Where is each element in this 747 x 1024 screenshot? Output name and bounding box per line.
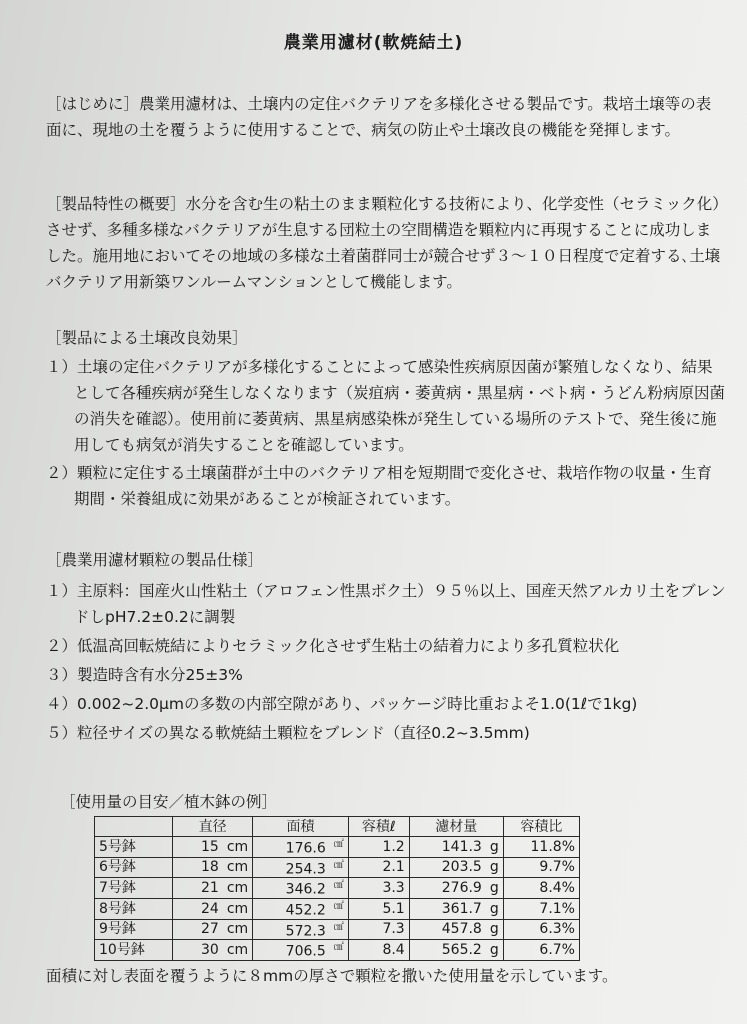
pot-size: 6号鉢 [99,859,136,876]
ratio-value: 6.7% [539,942,575,959]
soil-effect-list [46,354,726,512]
diameter-value: 24 [200,900,219,917]
characteristics-paragraph: ［製品特性の概要］水分を含む生の粘土のまま顆粒化する技術により、化学変性（セラミック化）させず、多種多様なバクテリアが生息する団粒土の空間構造を顆粒内に再現することに成功しました。施用地においてその地域の多様な土着菌群同士が競合せず３～１０日程度で定着する､土壌バクテリア用新築ワンルームマンションとして機能します。 [46,195,721,291]
table-row [95,898,580,919]
pot-size: 9号鉢 [99,921,136,938]
diameter-unit: cm [226,900,249,917]
table-row [95,857,580,878]
volume-value: 2.1 [382,859,405,876]
diameter-unit: cm [226,859,249,876]
area-unit: ㎠ [333,859,344,871]
area-unit: ㎠ [333,839,344,850]
column-header: 容積ℓ [348,817,409,837]
spec-item: １）主原料：国産火山性粘土（アロフェン性黒ボク土）９５％以上、国産天然アルカリ土をブレンドしpH7.2±0.2に調製 [46,582,726,626]
usage-table [94,816,580,961]
usage-table-body [95,837,580,961]
volume-value: 8.4 [382,942,405,959]
diameter-value: 21 [200,880,219,897]
ratio-value: 8.4% [539,880,575,897]
volume-value: 7.3 [382,921,405,938]
ratio-value: 6.3% [539,921,575,938]
area-unit: ㎠ [333,900,344,912]
column-header [95,817,173,837]
column-header: 直径 [173,817,253,837]
spec-item: ５）粒径サイズの異なる軟焼結土顆粒をブレンド（直径0.2~3.5mm) [46,724,530,742]
area-unit: ㎠ [333,880,344,892]
column-header: 容積比 [503,817,579,837]
amount-value: 457.8 [441,921,482,938]
amount-unit: g [489,859,499,876]
area-value: 346.2 [285,881,326,898]
volume-value: 3.3 [382,880,405,897]
diameter-unit: cm [226,921,249,938]
pot-size: 8号鉢 [99,900,136,917]
spec-item: ２）低温高回転焼結によりセラミック化させず生粘土の結着力により多孔質粒状化 [46,637,620,655]
intro-paragraph: ［はじめに］農業用濾材は、土壌内の定住バクテリアを多様化させる製品です。栽培土壌等の表面に、現地の土を覆うように使用することで、病気の防止や土壌改良の機能を発揮します。 [46,95,712,139]
soil-effect-item: １）土壌の定住バクテリアが多様化することによって感染性疾病原因菌が繁殖しなくなり、結果として各種疾病が発生しなくなります（炭疽病・萎黄病・黒星病・ベト病・うどん粉病原因菌の消失を確認）。使用前に萎黄病、黒星病感染株が発生している場所のテストで、発生後に施用しても病気が消失することを確認しています。 [46,358,726,454]
usage-note: 面積に対し表面を覆うように８mmの厚さで顆粒を撒いた使用量を示しています。 [46,967,618,985]
usage-heading: ［使用量の目安／植木鉢の例］ [60,793,278,811]
diameter-unit: cm [226,942,249,959]
spec-list [46,578,726,749]
amount-unit: g [489,838,499,855]
spec-heading: ［農業用濾材顆粒の製品仕様］ [46,551,264,569]
area-value: 254.3 [285,861,326,878]
column-header: 濾材量 [409,817,503,837]
ratio-value: 9.7% [539,859,575,876]
amount-value: 276.9 [441,880,482,897]
soil-effect-item: ２）顆粒に定住する土壌菌群が土中のバクテリア相を短期間で変化させ、栽培作物の収量・生育期間・栄養組成に効果があることが検証されています。 [46,464,713,508]
diameter-unit: cm [226,838,249,855]
area-unit: ㎠ [333,921,344,933]
area-value: 706.5 [285,943,326,960]
table-row [95,878,580,899]
pot-size: 5号鉢 [99,838,136,855]
diameter-value: 18 [200,859,219,876]
ratio-value: 11.8% [530,838,575,855]
amount-unit: g [489,921,499,938]
area-value: 572.3 [285,923,326,940]
amount-value: 141.3 [441,838,482,855]
table-header-row [95,817,580,837]
diameter-unit: cm [226,880,249,897]
diameter-value: 30 [200,942,219,959]
column-header: 面積 [253,817,349,837]
ratio-value: 7.1% [539,900,575,917]
diameter-value: 15 [200,838,219,855]
amount-value: 565.2 [441,942,482,959]
pot-size: 7号鉢 [99,880,136,897]
amount-unit: g [489,880,499,897]
area-value: 452.2 [285,902,326,919]
document-title: 農業用濾材(軟焼結土) [283,33,464,53]
volume-value: 5.1 [382,900,405,917]
table-row [95,940,580,961]
area-value: 176.6 [285,840,326,857]
soil-effect-heading: ［製品による土壌改良効果］ [46,329,248,347]
amount-unit: g [489,942,499,959]
amount-value: 203.5 [441,859,482,876]
amount-unit: g [489,900,499,917]
amount-value: 361.7 [441,900,482,917]
pot-size: 10号鉢 [99,942,145,959]
diameter-value: 27 [200,921,219,938]
volume-value: 1.2 [382,838,405,855]
spec-item: ３）製造時含有水分25±3% [46,666,243,684]
table-row [95,837,580,858]
area-unit: ㎠ [333,942,344,954]
table-row [95,919,580,940]
spec-item: ４）0.002~2.0μmの多数の内部空隙があり、パッケージ時比重およそ1.0(1ℓで1kg) [46,695,638,713]
